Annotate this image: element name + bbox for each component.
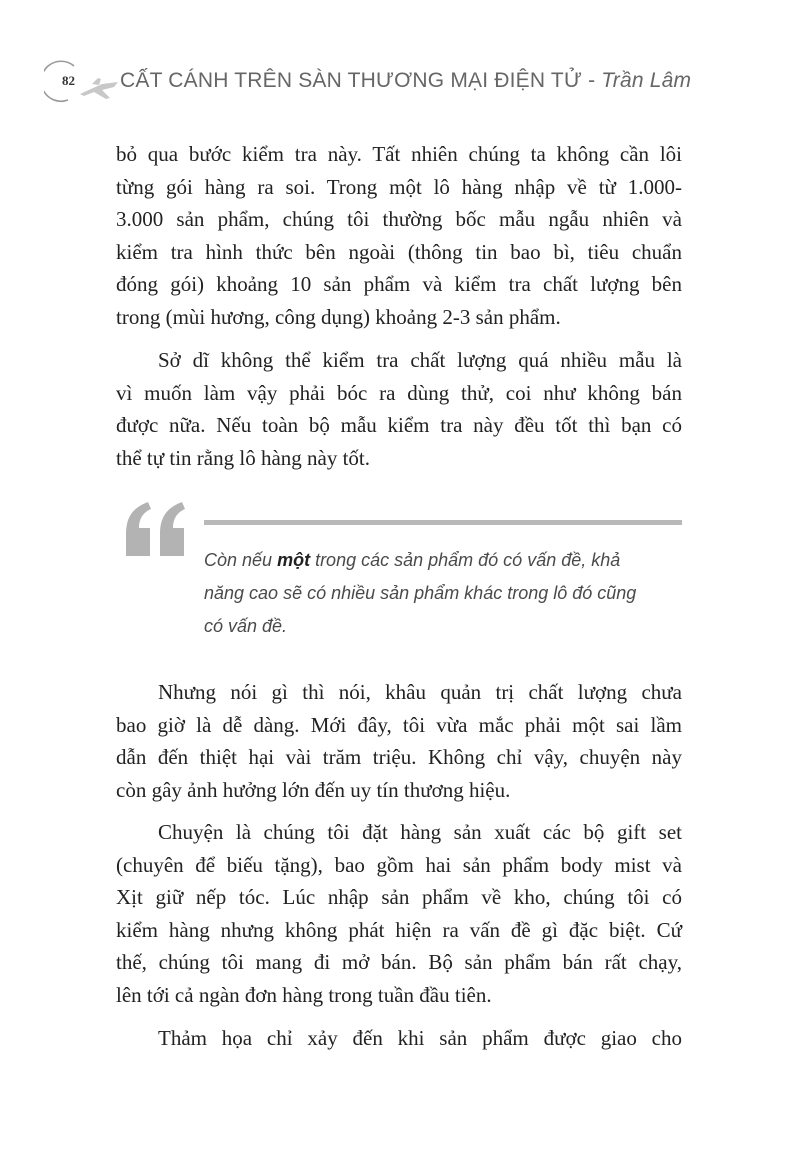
- text-line: từng gói hàng ra soi. Trong một lô hàng nhập về từ 1.000-: [116, 174, 682, 199]
- text-line: Chuyện là chúng tôi đặt hàng sản xuất các bộ gift set: [158, 820, 682, 844]
- text-line: trong (mùi hương, công dụng) khoảng 2-3 sản phẩm.: [116, 304, 561, 329]
- text-line: (chuyên để biếu tặng), bao gồm hai sản phẩm body mist và: [116, 852, 682, 877]
- text-line: thế, chúng tôi mang đi mở bán. Bộ sản phẩm bán rất chạy,: [116, 950, 682, 974]
- text-line: được nữa. Nếu toàn bộ mẫu kiểm tra này đều tốt thì bạn có: [116, 413, 682, 437]
- paragraph-3: [116, 676, 682, 806]
- quote-emphasis: một: [277, 550, 311, 570]
- text-line: Xịt giữ nếp tóc. Lúc nhập sản phẩm về kho, chúng tôi có: [116, 885, 682, 909]
- quote-text-start: Còn nếu: [204, 550, 278, 570]
- author-name: Trần Lâm: [601, 69, 692, 92]
- quote-line-2: năng cao sẽ có nhiều sản phẩm khác trong lô đó cũng: [204, 583, 637, 603]
- text-line: Nhưng nói gì thì nói, khâu quản trị chất lượng chưa: [158, 680, 682, 704]
- page-number: 82: [62, 73, 75, 88]
- text-line: dẫn đến thiệt hại vài trăm triệu. Không chỉ vậy, chuyện này: [116, 745, 682, 769]
- running-title: [120, 69, 691, 93]
- paragraph-2: [116, 344, 682, 474]
- running-header: [44, 60, 744, 110]
- text-line: Sở dĩ không thể kiểm tra chất lượng quá nhiều mẫu là: [158, 348, 682, 372]
- text-line: kiểm tra hình thức bên ngoài (thông tin bao bì, tiêu chuẩn: [116, 239, 682, 264]
- text-line: lên tới cả ngàn đơn hàng trong tuần đầu tiên.: [116, 982, 492, 1007]
- text-line: thể tự tin rằng lô hàng này tốt.: [116, 445, 370, 470]
- book-title: CẤT CÁNH TRÊN SÀN THƯƠNG MẠI ĐIỆN TỬ: [120, 69, 583, 92]
- quote-text-rest: trong các sản phẩm đó có vấn đề, khả: [310, 550, 621, 570]
- paragraph-4: [116, 816, 682, 1011]
- text-line: đóng gói) khoảng 10 sản phẩm và kiểm tra chất lượng bên: [116, 272, 682, 296]
- quote-line-3: có vấn đề.: [204, 616, 288, 636]
- text-line: bao giờ là dễ dàng. Mới đây, tôi vừa mắc phải một sai lầm: [116, 712, 682, 737]
- quote-text: [204, 544, 684, 643]
- text-line: vì muốn làm vậy phải bóc ra dùng thử, coi như không bán: [116, 380, 682, 405]
- quotation-mark-icon: [122, 500, 188, 560]
- text-line: 3.000 sản phẩm, chúng tôi thường bốc mẫu ngẫu nhiên và: [116, 207, 682, 231]
- pull-quote: [122, 500, 682, 640]
- airplane-circle-icon: [44, 60, 124, 106]
- text-line: kiểm hàng nhưng không phát hiện ra vấn đề gì đặc biệt. Cứ: [116, 917, 682, 942]
- paragraph-1: [116, 138, 682, 333]
- text-line: bỏ qua bước kiểm tra này. Tất nhiên chúng ta không cần lôi: [116, 142, 682, 166]
- text-line: Thảm họa chỉ xảy đến khi sản phẩm được giao cho: [158, 1026, 682, 1050]
- title-separator: -: [588, 69, 596, 92]
- paragraph-5: [116, 1022, 682, 1055]
- quote-divider: [204, 520, 682, 525]
- text-line: còn gây ảnh hưởng lớn đến uy tín thương hiệu.: [116, 777, 511, 802]
